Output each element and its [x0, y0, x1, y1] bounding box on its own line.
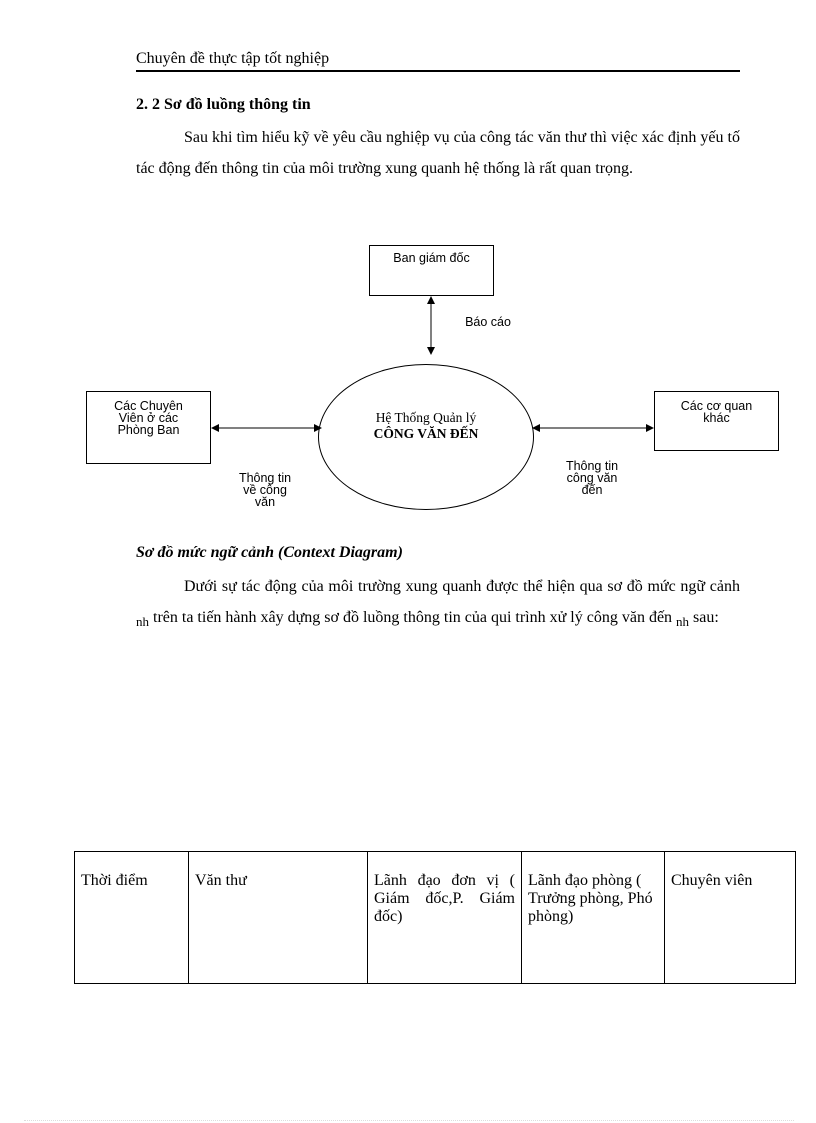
right-arrow-label-line-3: đến [581, 483, 603, 497]
right-box-line-2: khác [703, 411, 730, 425]
para2-part3: sau: [689, 609, 719, 626]
para2-part1: Dưới sự tác động của môi trường xung quanh được thể hiện qua sơ đồ mức ngữ cảnh [184, 578, 740, 595]
label-thong-tin-ve-cong-van [225, 472, 305, 508]
header-lanh-dao-don-vi: Lãnh đạo đơn vị ( Giám đốc,P. Giám đốc) [368, 852, 522, 984]
box-chuyen-vien-phong-ban [86, 391, 211, 464]
left-arrow-label-line-1: Thông tin [238, 471, 292, 485]
header-thoi-diem: Thời điểm [75, 852, 189, 984]
para2-part2: trên ta tiến hành xây dựng sơ đồ luồng thông tin của qui trình xử lý công văn đến [149, 609, 677, 626]
page-header: Chuyên đề thực tập tốt nghiệp [136, 50, 740, 72]
system-label-line-1: Hệ Thống Quản lý [375, 410, 477, 425]
system-label [330, 410, 522, 442]
subsection-title: Sơ đồ mức ngữ cảnh (Context Diagram) [136, 544, 403, 561]
para2-sub1: nh [136, 614, 149, 629]
box-ban-giam-doc: Ban giám đốc [369, 245, 494, 296]
label-thong-tin-cong-van-den [552, 460, 632, 496]
left-box-line-2: Viên ở các [118, 411, 179, 425]
para2-sub2: nh [676, 614, 690, 629]
left-box-line-3: Phòng Ban [117, 423, 180, 437]
process-table [74, 851, 796, 984]
right-arrow-label-line-2: công văn [566, 471, 618, 485]
table-header-row [75, 852, 796, 984]
header-van-thu: Văn thư [189, 852, 368, 984]
left-box-line-1: Các Chuyên [114, 399, 183, 413]
left-arrow-label-line-2: về công [243, 483, 287, 497]
header-chuyen-vien: Chuyên viên [665, 852, 796, 984]
system-label-line-2: CÔNG VĂN ĐẾN [373, 426, 479, 441]
box-co-quan-khac [654, 391, 779, 451]
right-arrow-label-line-1: Thông tin [565, 459, 619, 473]
intro-paragraph: Sau khi tìm hiểu kỹ về yêu cầu nghiệp vụ của công tác văn thư thì việc xác định yếu tố tác động đến thông tin của môi trường xung quanh hệ thống là rất quan trọng. [136, 129, 740, 177]
header-lanh-dao-phong: Lãnh đạo phòng ( Trưởng phòng, Phó phòng) [522, 852, 665, 984]
right-box-line-1: Các cơ quan [680, 399, 753, 413]
context-paragraph [136, 571, 740, 633]
page-bottom-divider [24, 1120, 794, 1121]
section-title: 2. 2 Sơ đồ luồng thông tin [136, 96, 311, 113]
left-arrow-label-line-3: văn [254, 495, 276, 509]
label-bao-cao: Báo cáo [465, 315, 511, 329]
